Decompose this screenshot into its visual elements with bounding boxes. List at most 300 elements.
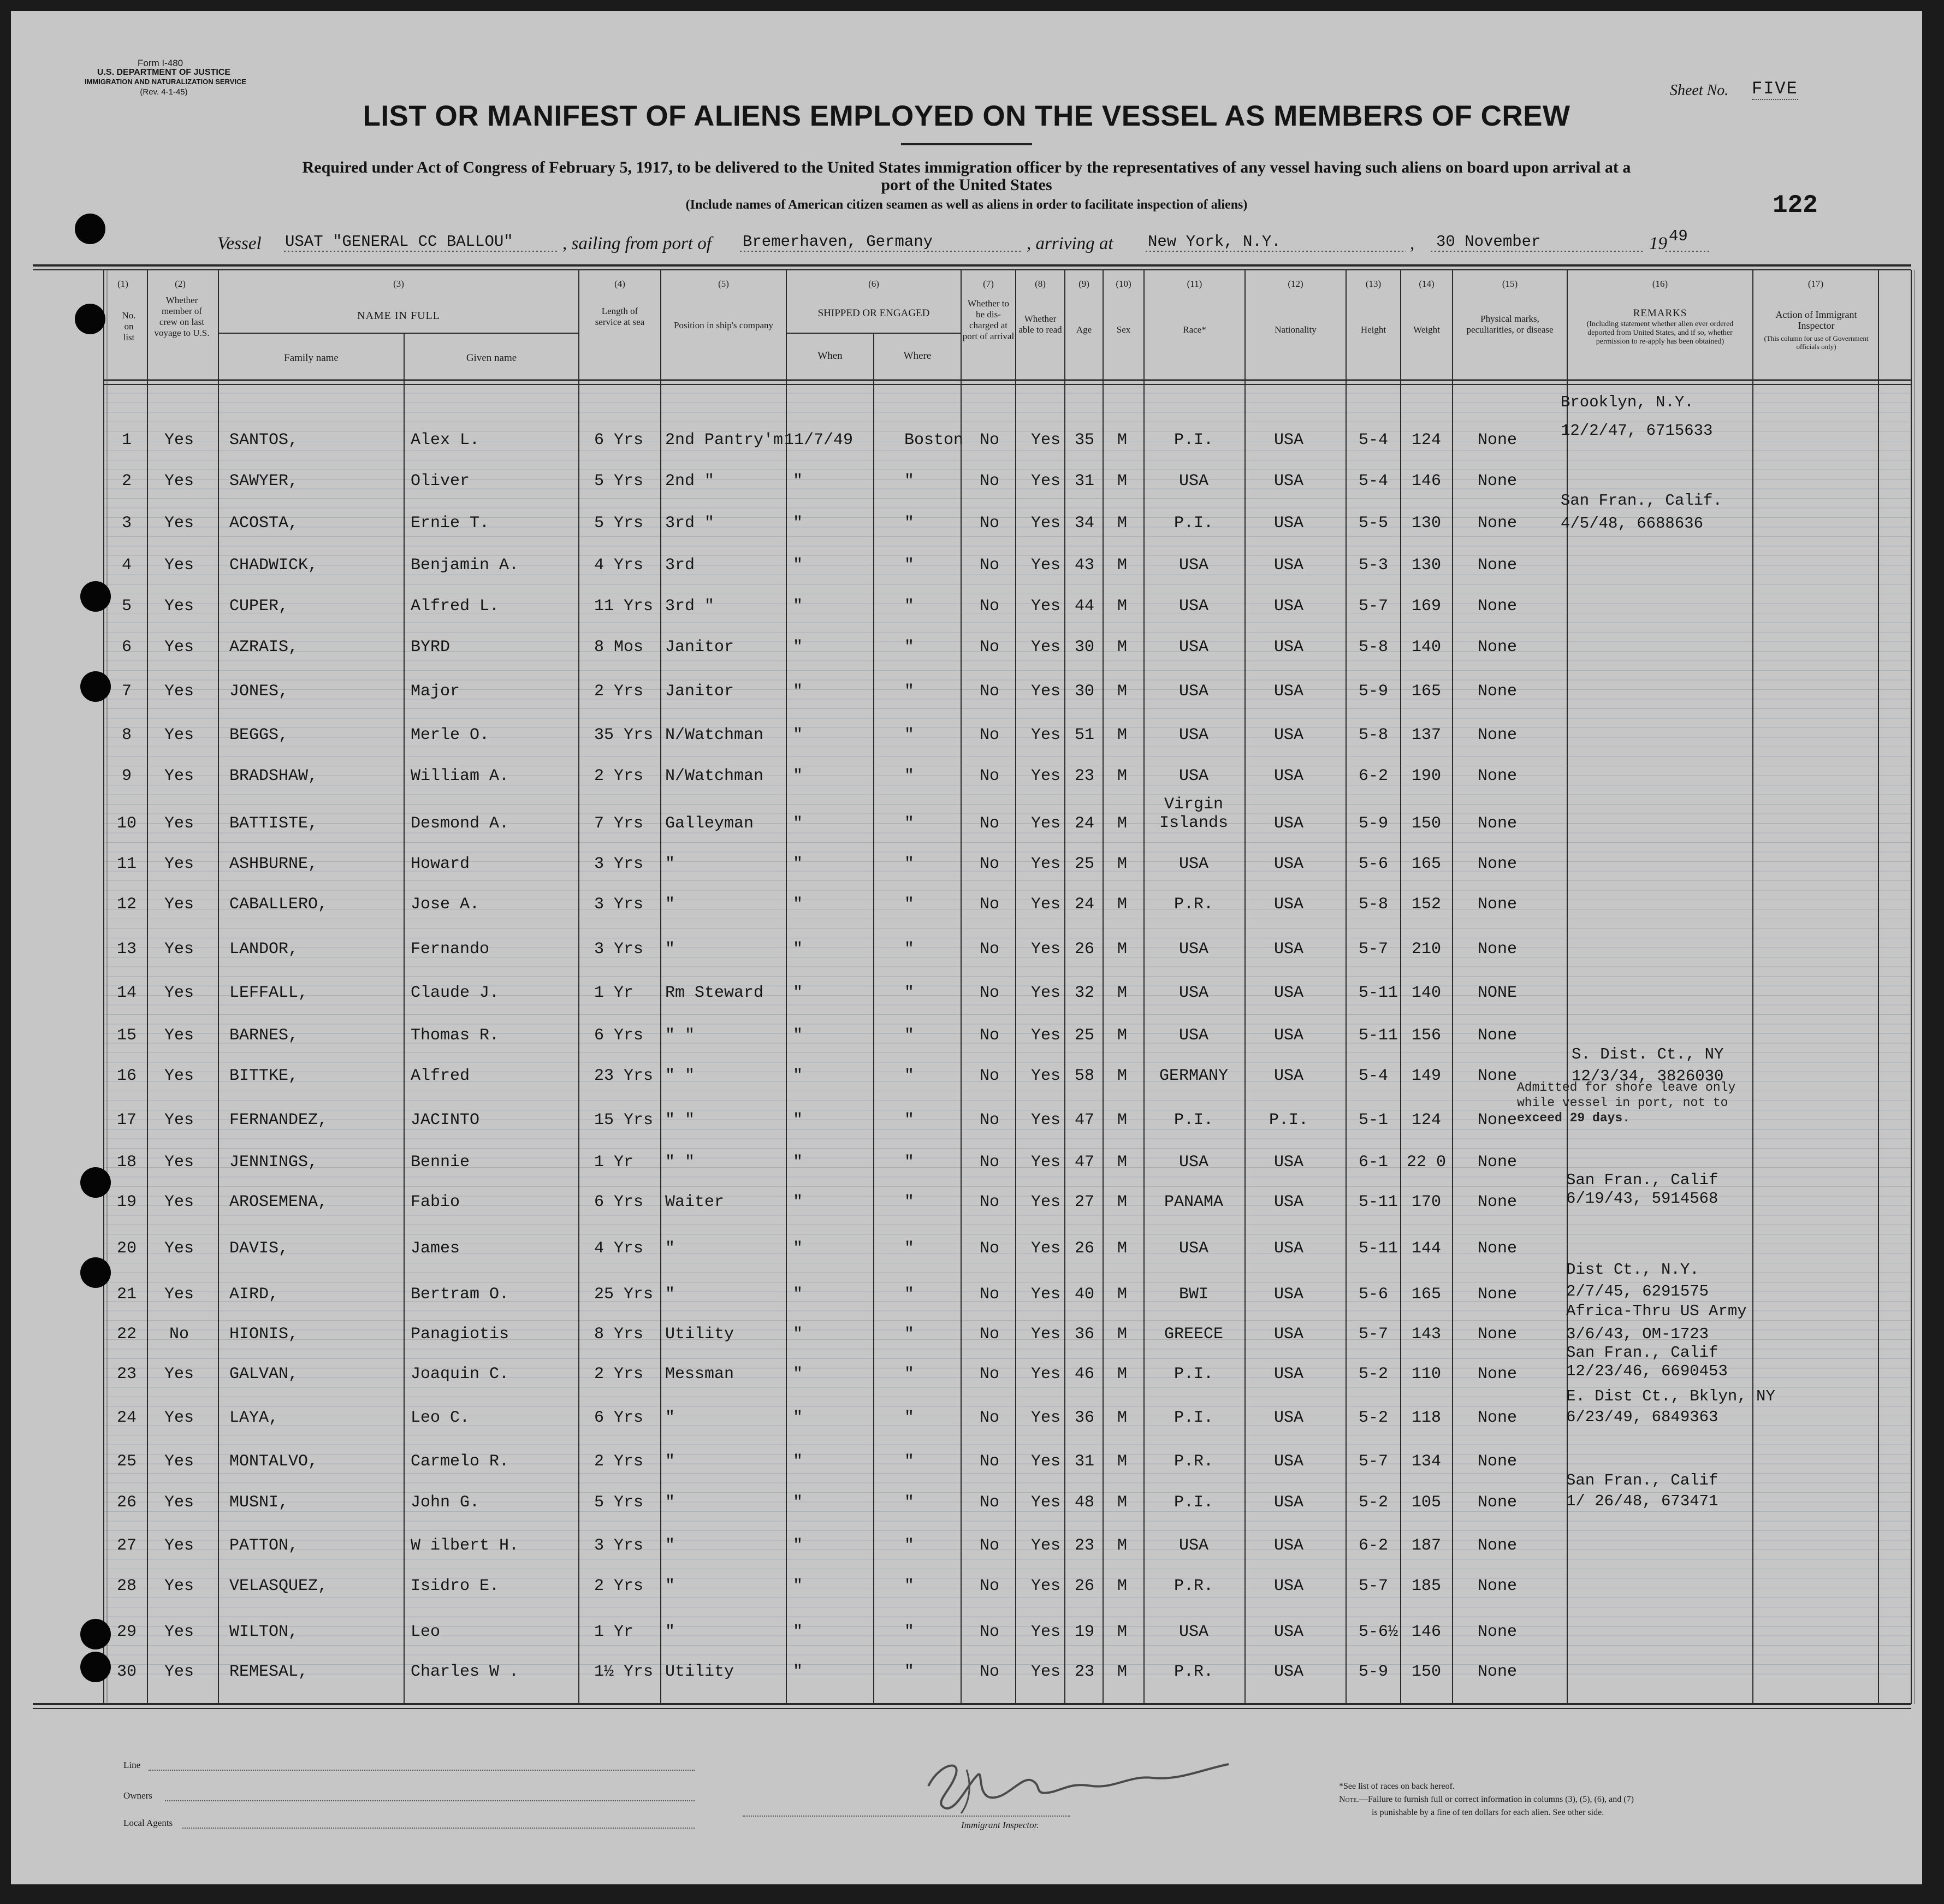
cell-read: Yes — [1031, 767, 1061, 785]
col-num: (16) — [1652, 279, 1668, 289]
cell-family: AZRAIS, — [229, 638, 299, 657]
cell-phys: None — [1477, 895, 1518, 914]
cell-race: USA — [1178, 1153, 1209, 1172]
cell-family: CABALLERO, — [229, 895, 328, 914]
cell-when: " — [793, 1577, 803, 1595]
hdr-age: Age — [1076, 324, 1092, 335]
cell-member: Yes — [164, 814, 194, 833]
cell-nat: USA — [1273, 726, 1304, 744]
cell-when: " — [793, 1536, 803, 1555]
note-label: Note. — [1339, 1795, 1359, 1804]
cell-sex: M — [1117, 1193, 1128, 1211]
cell-given: Alfred L. — [411, 597, 500, 616]
cell-disch: No — [979, 726, 1000, 744]
cell-age: 48 — [1074, 1493, 1095, 1512]
subtitle-line1: Required under Act of Congress of February 5, 1917, to be delivered to the United States immigration officer by the representatives of any vessel having such aliens on board upon arrival at a — [302, 158, 1631, 176]
cell-disch: No — [979, 638, 1000, 657]
cell-member: Yes — [164, 682, 194, 701]
cell-member: Yes — [164, 1285, 194, 1304]
shore-leave-stamp: while vessel in port, not to — [1517, 1096, 1728, 1110]
cell-member: Yes — [164, 1452, 194, 1471]
cell-race: P.I. — [1173, 1365, 1214, 1383]
cell-length: 6 Yrs — [594, 1026, 644, 1045]
cell-where: " — [904, 1026, 915, 1045]
cell-sex: M — [1117, 1409, 1128, 1427]
remark-text: 12/2/47, 6715633 — [1561, 422, 1713, 440]
remark-text: E. Dist Ct., Bklyn, NY — [1566, 1387, 1775, 1405]
cell-weight: 185 — [1411, 1577, 1442, 1595]
cell-race: USA — [1178, 1536, 1209, 1555]
cell-member: Yes — [164, 726, 194, 744]
cell-height: 5-6½ — [1359, 1623, 1398, 1641]
cell-read: Yes — [1031, 472, 1061, 490]
cell-length: 8 Mos — [594, 638, 644, 657]
cell-nat: USA — [1273, 1067, 1304, 1085]
cell-no: 15 — [116, 1026, 137, 1045]
cell-where: " — [904, 1325, 915, 1344]
cell-height: 5-8 — [1359, 895, 1389, 914]
cell-read: Yes — [1031, 1536, 1061, 1555]
cell-where: " — [904, 1239, 915, 1258]
cell-when: " — [793, 895, 803, 914]
footer-line-rule — [149, 1770, 695, 1771]
cell-race: P.I. — [1173, 1111, 1214, 1130]
cell-race: GERMANY — [1159, 1067, 1229, 1085]
cell-member: Yes — [164, 597, 194, 616]
cell-length: 1 Yr — [594, 1153, 634, 1172]
remark-text: S. Dist. Ct., NY — [1572, 1045, 1724, 1063]
hdr-able-to-read: Whether able to read — [1018, 314, 1062, 335]
cell-position: Waiter — [665, 1193, 725, 1211]
sheet-value: FIVE — [1752, 79, 1798, 99]
cell-phys: NONE — [1477, 984, 1518, 1002]
cell-age: 26 — [1074, 1577, 1095, 1595]
cell-nat: USA — [1273, 431, 1304, 450]
cell-read: Yes — [1031, 1409, 1061, 1427]
remark-text: 6/19/43, 5914568 — [1566, 1190, 1718, 1208]
cell-no: 26 — [116, 1493, 137, 1512]
cell-when: " — [793, 1067, 803, 1085]
cell-when: " — [793, 767, 803, 785]
cell-disch: No — [979, 1193, 1000, 1211]
cell-length: 3 Yrs — [594, 1536, 644, 1555]
cell-nat: USA — [1273, 1193, 1304, 1211]
cell-weight: 134 — [1411, 1452, 1442, 1471]
cell-height: 5-11 — [1359, 1026, 1398, 1045]
cell-nat: USA — [1273, 1153, 1304, 1172]
cell-family: BRADSHAW, — [229, 767, 318, 785]
hdr-family-name: Family name — [284, 352, 339, 364]
footer-agents-rule — [182, 1828, 695, 1829]
cell-age: 51 — [1074, 726, 1095, 744]
cell-weight: 105 — [1411, 1493, 1442, 1512]
page-title: LIST OR MANIFEST OF ALIENS EMPLOYED ON THE VESSEL AS MEMBERS OF CREW — [363, 100, 1570, 132]
service: IMMIGRATION AND NATURALIZATION SERVICE — [84, 78, 247, 86]
cell-read: Yes — [1031, 1239, 1061, 1258]
cell-where: " — [904, 726, 915, 744]
cell-where: " — [904, 855, 915, 873]
cell-position: " — [665, 1452, 675, 1471]
cell-when: " — [793, 472, 803, 490]
cell-height: 5-6 — [1359, 855, 1389, 873]
cell-read: Yes — [1031, 1026, 1061, 1045]
manifest-sheet — [11, 11, 1922, 1884]
cell-given: Thomas R. — [411, 1026, 500, 1045]
footer-owners-rule — [165, 1800, 695, 1801]
cell-no: 9 — [121, 767, 132, 785]
cell-disch: No — [979, 1285, 1000, 1304]
cell-where: " — [904, 1285, 915, 1304]
cell-member: Yes — [164, 1239, 194, 1258]
cell-family: GALVAN, — [229, 1365, 299, 1383]
cell-length: 6 Yrs — [594, 1193, 644, 1211]
cell-phys: None — [1477, 556, 1518, 575]
cell-age: 26 — [1074, 1239, 1095, 1258]
remark-text: 12/23/46, 6690453 — [1566, 1362, 1728, 1380]
cell-phys: None — [1477, 472, 1518, 490]
cell-nat: USA — [1273, 895, 1304, 914]
hdr-when: When — [817, 350, 843, 362]
cell-length: 15 Yrs — [594, 1111, 654, 1130]
cell-where: " — [904, 1493, 915, 1512]
cell-phys: None — [1477, 1623, 1518, 1641]
cell-read: Yes — [1031, 1365, 1061, 1383]
cell-given: Leo — [411, 1623, 441, 1641]
cell-when: " — [793, 1239, 803, 1258]
punch-hole — [80, 1619, 111, 1649]
remark-text: San Fran., Calif — [1566, 1471, 1718, 1489]
cell-sex: M — [1117, 556, 1128, 575]
cell-height: 6-2 — [1359, 767, 1389, 785]
cell-length: 6 Yrs — [594, 431, 644, 450]
cell-phys: None — [1477, 1325, 1518, 1344]
cell-member: Yes — [164, 514, 194, 533]
footer-owners-label: Owners — [123, 1790, 152, 1801]
cell-no: 24 — [116, 1409, 137, 1427]
cell-position: N/Watchman — [665, 767, 764, 785]
cell-age: 27 — [1074, 1193, 1095, 1211]
cell-read: Yes — [1031, 514, 1061, 533]
cell-when: " — [793, 984, 803, 1002]
cell-where: " — [904, 1623, 915, 1641]
cell-position: " " — [665, 1111, 695, 1130]
hdr-length-service: Length of service at sea — [595, 306, 645, 327]
cell-length: 25 Yrs — [594, 1285, 654, 1304]
remark-text: 2/7/45, 6291575 — [1566, 1282, 1709, 1300]
cell-read: Yes — [1031, 1285, 1061, 1304]
cell-family: FERNANDEZ, — [229, 1111, 328, 1130]
cell-given: Alex L. — [411, 431, 480, 450]
cell-position: Janitor — [665, 682, 734, 701]
cell-height: 5-11 — [1359, 984, 1398, 1002]
cell-position: 3rd " — [665, 514, 715, 533]
cell-member: Yes — [164, 638, 194, 657]
punch-hole — [80, 1167, 111, 1198]
cell-when: " — [793, 1153, 803, 1172]
cell-given: Alfred — [411, 1067, 470, 1085]
cell-height: 5-4 — [1359, 1067, 1389, 1085]
cell-race: P.R. — [1173, 1577, 1214, 1595]
cell-nat: USA — [1273, 556, 1304, 575]
col-num: (12) — [1288, 279, 1303, 289]
col-num: (14) — [1419, 279, 1435, 289]
cell-no: 21 — [116, 1285, 137, 1304]
cell-height: 5-9 — [1359, 814, 1389, 833]
cell-race: USA — [1178, 726, 1209, 744]
cell-no: 3 — [121, 514, 132, 533]
cell-race: USA — [1178, 1026, 1209, 1045]
cell-family: LANDOR, — [229, 940, 299, 959]
inspector-label: Immigrant Inspector. — [961, 1820, 1039, 1830]
cell-age: 23 — [1074, 1663, 1095, 1681]
cell-nat: USA — [1273, 940, 1304, 959]
cell-phys: None — [1477, 1285, 1518, 1304]
cell-no: 1 — [121, 431, 132, 450]
cell-position: " — [665, 1536, 675, 1555]
cell-no: 20 — [116, 1239, 137, 1258]
cell-no: 2 — [121, 472, 132, 490]
cell-length: 5 Yrs — [594, 1493, 644, 1512]
cell-nat: USA — [1273, 1623, 1304, 1641]
cell-read: Yes — [1031, 1452, 1061, 1471]
cell-when: " — [793, 1193, 803, 1211]
remark-text: 12/3/34, 3826030 — [1572, 1067, 1724, 1085]
cell-phys: None — [1477, 1452, 1518, 1471]
cell-age: 30 — [1074, 638, 1095, 657]
cell-read: Yes — [1031, 1193, 1061, 1211]
cell-position: " — [665, 940, 675, 959]
cell-member: Yes — [164, 767, 194, 785]
cell-length: 5 Yrs — [594, 472, 644, 490]
cell-when: " — [793, 726, 803, 744]
cell-length: 4 Yrs — [594, 1239, 644, 1258]
cell-sex: M — [1117, 1493, 1128, 1512]
cell-disch: No — [979, 940, 1000, 959]
cell-read: Yes — [1031, 1493, 1061, 1512]
cell-disch: No — [979, 597, 1000, 616]
footer-line-label: Line — [123, 1760, 141, 1770]
shore-leave-stamp: exceed 29 days. — [1517, 1111, 1631, 1125]
department: U.S. DEPARTMENT OF JUSTICE — [97, 68, 231, 77]
cell-when: " — [793, 940, 803, 959]
cell-phys: None — [1477, 1111, 1518, 1130]
cell-age: 58 — [1074, 1067, 1095, 1085]
cell-where: " — [904, 1365, 915, 1383]
cell-height: 5-9 — [1359, 1663, 1389, 1681]
cell-given: Oliver — [411, 472, 470, 490]
cell-age: 32 — [1074, 984, 1095, 1002]
cell-family: ASHBURNE, — [229, 855, 318, 873]
cell-disch: No — [979, 1325, 1000, 1344]
cell-disch: No — [979, 472, 1000, 490]
cell-height: 5-2 — [1359, 1409, 1389, 1427]
cell-weight: 140 — [1411, 984, 1442, 1002]
cell-length: 2 Yrs — [594, 682, 644, 701]
cell-length: 11 Yrs — [594, 597, 654, 616]
hdr-shipped-engaged: SHIPPED OR ENGAGED — [817, 308, 930, 319]
cell-disch: No — [979, 1111, 1000, 1130]
cell-when: " — [793, 855, 803, 873]
cell-phys: None — [1477, 514, 1518, 533]
cell-position: Utility — [665, 1663, 734, 1681]
cell-given: Desmond A. — [411, 814, 509, 833]
cell-height: 5-5 — [1359, 514, 1389, 533]
cell-family: HIONIS, — [229, 1325, 299, 1344]
cell-phys: None — [1477, 638, 1518, 657]
cell-height: 6-2 — [1359, 1536, 1389, 1555]
cell-where: " — [904, 1577, 915, 1595]
hdr-nationality: Nationality — [1275, 324, 1317, 335]
cell-age: 35 — [1074, 431, 1095, 450]
cell-sex: M — [1117, 726, 1128, 744]
cell-race: BWI — [1178, 1285, 1209, 1304]
cell-given: James — [411, 1239, 460, 1258]
cell-member: Yes — [164, 1153, 194, 1172]
col-num: (5) — [718, 279, 729, 289]
col-num: (2) — [175, 279, 186, 289]
cell-disch: No — [979, 556, 1000, 575]
cell-disch: No — [979, 1067, 1000, 1085]
cell-phys: None — [1477, 1153, 1518, 1172]
hdr-no-on-list: No. on list — [122, 310, 136, 342]
vessel-label: Vessel — [217, 234, 262, 253]
cell-where: " — [904, 638, 915, 657]
cell-sex: M — [1117, 514, 1128, 533]
cell-where: " — [904, 1409, 915, 1427]
cell-read: Yes — [1031, 682, 1061, 701]
cell-race: USA — [1178, 556, 1209, 575]
cell-weight: 143 — [1411, 1325, 1442, 1344]
hdr-discharged: Whether to be dis-charged at port of arrival — [962, 298, 1015, 341]
cell-position: 3rd " — [665, 597, 715, 616]
cell-race: P.R. — [1173, 1663, 1214, 1681]
cell-weight: 130 — [1411, 556, 1442, 575]
cell-race: P.I. — [1173, 514, 1214, 533]
cell-height: 5-11 — [1359, 1239, 1398, 1258]
cell-sex: M — [1117, 767, 1128, 785]
cell-read: Yes — [1031, 1577, 1061, 1595]
cell-weight: 156 — [1411, 1026, 1442, 1045]
cell-family: SAWYER, — [229, 472, 299, 490]
cell-position: Messman — [665, 1365, 734, 1383]
cell-nat: USA — [1273, 767, 1304, 785]
cell-member: Yes — [164, 472, 194, 490]
cell-where: " — [904, 984, 915, 1002]
cell-given: Jose A. — [411, 895, 480, 914]
cell-disch: No — [979, 1536, 1000, 1555]
cell-family: CUPER, — [229, 597, 289, 616]
cell-position: 2nd Pantry'm — [665, 431, 784, 450]
cell-race: P.R. — [1173, 895, 1214, 914]
cell-sex: M — [1117, 431, 1128, 450]
cell-read: Yes — [1031, 1623, 1061, 1641]
cell-weight: 165 — [1411, 855, 1442, 873]
cell-age: 31 — [1074, 1452, 1095, 1471]
cell-height: 5-4 — [1359, 472, 1389, 490]
cell-when: " — [793, 1623, 803, 1641]
cell-weight: 170 — [1411, 1193, 1442, 1211]
cell-weight: 187 — [1411, 1536, 1442, 1555]
cell-family: DAVIS, — [229, 1239, 289, 1258]
cell-family: BARNES, — [229, 1026, 299, 1045]
cell-family: CHADWICK, — [229, 556, 318, 575]
penalty-note — [1339, 1795, 1634, 1805]
cell-race: Virgin Islands — [1159, 795, 1229, 832]
cell-sex: M — [1117, 1663, 1128, 1681]
hdr-race: Race* — [1183, 324, 1206, 335]
cell-where: " — [904, 767, 915, 785]
cell-where: " — [904, 1663, 915, 1681]
cell-family: AROSEMENA, — [229, 1193, 328, 1211]
cell-weight: 118 — [1411, 1409, 1442, 1427]
cell-height: 5-8 — [1359, 726, 1389, 744]
cell-when: " — [793, 1409, 803, 1427]
cell-position: Janitor — [665, 638, 734, 657]
remark-text: 1/ 26/48, 673471 — [1566, 1492, 1718, 1510]
hdr-sex: Sex — [1116, 324, 1131, 335]
cell-sex: M — [1117, 682, 1128, 701]
remark-text: Brooklyn, N.Y. — [1561, 393, 1694, 411]
cell-member: Yes — [164, 1577, 194, 1595]
cell-family: PATTON, — [229, 1536, 299, 1555]
cell-position: 3rd — [665, 556, 695, 575]
hdr-physical: Physical marks, peculiarities, or disease — [1466, 314, 1554, 335]
cell-member: Yes — [164, 1067, 194, 1085]
cell-sex: M — [1117, 855, 1128, 873]
hdr-where: Where — [903, 350, 932, 362]
cell-phys: None — [1477, 1239, 1518, 1258]
cell-sex: M — [1117, 1577, 1128, 1595]
cell-age: 19 — [1074, 1623, 1095, 1641]
cell-length: 2 Yrs — [594, 767, 644, 785]
cell-weight: 165 — [1411, 1285, 1442, 1304]
cell-sex: M — [1117, 1452, 1128, 1471]
cell-age: 26 — [1074, 940, 1095, 959]
cell-family: MUSNI, — [229, 1493, 289, 1512]
cell-phys: None — [1477, 1493, 1518, 1512]
cell-height: 5-9 — [1359, 682, 1389, 701]
punch-hole — [75, 304, 105, 334]
cell-weight: 150 — [1411, 814, 1442, 833]
cell-where: " — [904, 1536, 915, 1555]
cell-age: 40 — [1074, 1285, 1095, 1304]
cell-nat: USA — [1273, 855, 1304, 873]
footer-agents-label: Local Agents — [123, 1818, 173, 1828]
cell-nat: USA — [1273, 682, 1304, 701]
cell-when: " — [793, 1663, 803, 1681]
cell-read: Yes — [1031, 638, 1061, 657]
cell-length: 7 Yrs — [594, 814, 644, 833]
cell-age: 24 — [1074, 814, 1095, 833]
cell-family: REMESAL, — [229, 1663, 309, 1681]
cell-where: Boston — [904, 431, 964, 450]
cell-family: VELASQUEZ, — [229, 1577, 328, 1595]
cell-disch: No — [979, 514, 1000, 533]
cell-no: 16 — [116, 1067, 137, 1085]
cell-where: " — [904, 556, 915, 575]
cell-given: Joaquin C. — [411, 1365, 509, 1383]
hdr-remarks: REMARKS — [1633, 308, 1687, 319]
cell-height: 5-2 — [1359, 1365, 1389, 1383]
cell-race: USA — [1178, 472, 1209, 490]
cell-position: Galleyman — [665, 814, 754, 833]
cell-phys: None — [1477, 1663, 1518, 1681]
cell-weight: 110 — [1411, 1365, 1442, 1383]
cell-family: BEGGS, — [229, 726, 289, 744]
cell-phys: None — [1477, 726, 1518, 744]
cell-no: 11 — [116, 855, 137, 873]
cell-phys: None — [1477, 1193, 1518, 1211]
